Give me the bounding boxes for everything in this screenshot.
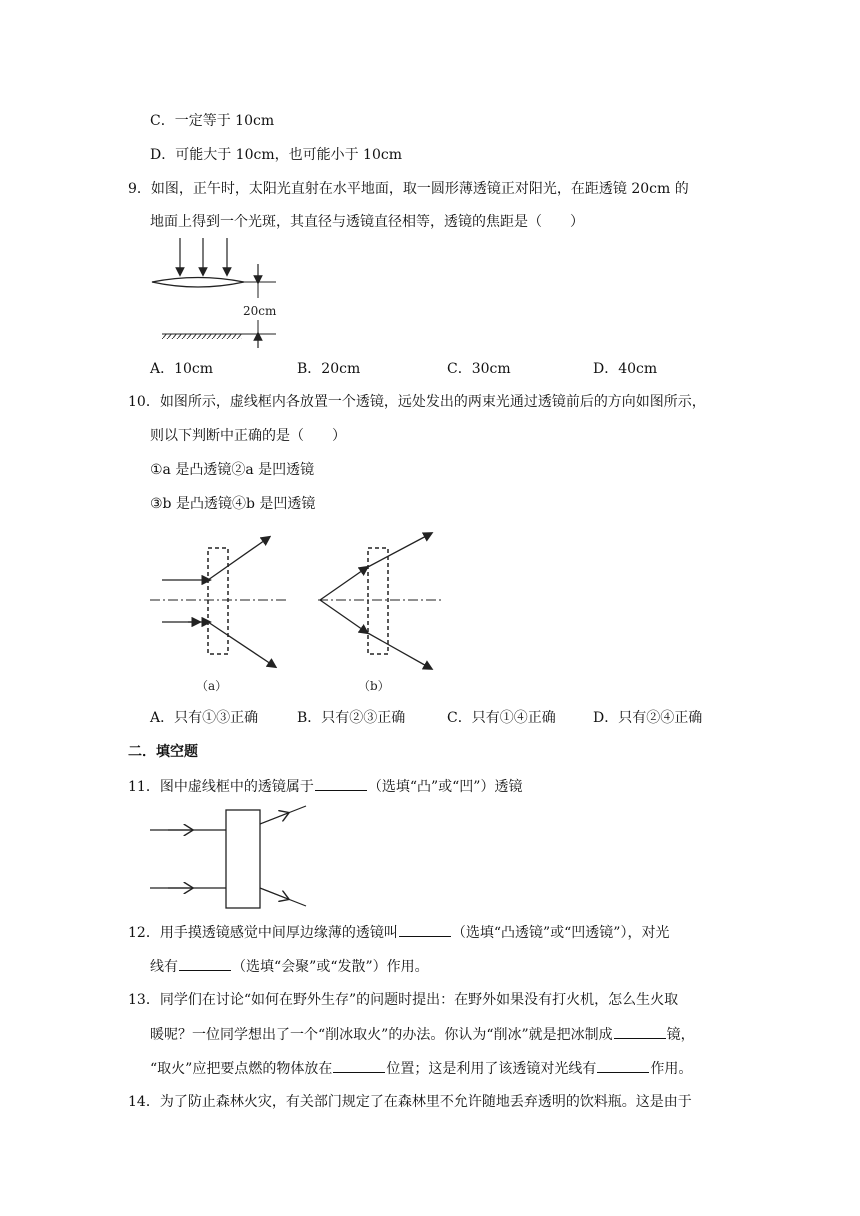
q13-text-part2: 镜， (666, 1027, 695, 1043)
q12-line2 (150, 956, 429, 977)
q10-stem-line1: 10．如图所示，虚线框内各放置一个透镜，远处发出的两束光通过透镜前后的方向如图所示， (128, 394, 706, 410)
q10-option-b: B．只有②③正确 (297, 710, 406, 726)
q9-figure-label: 20cm (243, 304, 277, 318)
q10-option-a: A．只有①③正确 (150, 710, 259, 726)
q13-text-part3: “取火”应把要点燃的物体放在 (150, 1061, 333, 1077)
q13-text-part5: 作用。 (650, 1061, 693, 1077)
q10-stem-line2: 则以下判断中正确的是（ ） (150, 428, 346, 444)
q9-stem-line1: 9．如图，正午时，太阳光直射在水平地面，取一圆形薄透镜正对阳光，在距透镜 20cm 的 (128, 181, 689, 197)
q10-option-d: D．只有②④正确 (593, 710, 703, 726)
q12-text-part2: （选填“凸透镜”或“凹透镜”），对光 (451, 925, 670, 941)
q9-option-b: B．20cm (297, 361, 361, 377)
q13-answer-blank-2[interactable] (333, 1058, 385, 1073)
q11-text-part2: （选填“凸”或“凹”）透镜 (367, 779, 523, 795)
q10-figure-label-a: （a） (196, 679, 228, 693)
q9-stem-line2: 地面上得到一个光斑，其直径与透镜直径相等，透镜的焦距是（ ） (150, 214, 584, 230)
q13-line1: 13．同学们在讨论“如何在野外生存”的问题时提出：在野外如果没有打火机，怎么生火取 (128, 992, 679, 1008)
q10-figure-label-b: （b） (358, 679, 390, 693)
q8-option-d: D．可能大于 10cm，也可能小于 10cm (150, 147, 402, 163)
q13-text-part1: 暖呢？一位同学想出了一个“削冰取火”的办法。你认为“削冰”就是把冰制成 (150, 1027, 613, 1043)
q12-answer-blank-1[interactable] (399, 922, 451, 937)
q12-answer-blank-2[interactable] (179, 956, 231, 971)
q12-line1 (128, 922, 669, 943)
q8-option-c: C．一定等于 10cm (150, 113, 275, 129)
q9-option-c: C．30cm (447, 361, 511, 377)
q12-text-part3: 线有 (150, 959, 178, 975)
q10-statement1: ①a 是凸透镜②a 是凹透镜 (150, 462, 315, 478)
q13-line3 (150, 1058, 692, 1079)
q11-text-part1: 11．图中虚线框中的透镜属于 (128, 779, 314, 795)
q12-text-part4: （选填“会聚”或“发散”）作用。 (232, 959, 429, 975)
q9-option-d: D．40cm (593, 361, 658, 377)
q13-answer-blank-3[interactable] (597, 1058, 649, 1073)
q9-lens-figure (148, 236, 288, 350)
q10-lens-figure (148, 530, 448, 698)
q14-line1: 14．为了防止森林火灾，有关部门规定了在森林里不允许随地丢弃透明的饮料瓶。这是由于 (128, 1094, 692, 1110)
q12-text-part1: 12．用手摸透镜感觉中间厚边缘薄的透镜叫 (128, 925, 398, 941)
q11-answer-blank[interactable] (315, 776, 367, 791)
q13-answer-blank-1[interactable] (614, 1024, 666, 1039)
q13-text-part4: 位置；这是利用了该透镜对光线有 (386, 1061, 597, 1077)
q11-lens-figure (148, 804, 318, 914)
q9-option-a: A．10cm (150, 361, 214, 377)
q10-option-c: C．只有①④正确 (447, 710, 556, 726)
q11-stem (128, 776, 522, 797)
q10-statement2: ③b 是凸透镜④b 是凹透镜 (150, 496, 316, 512)
section-title: 二．填空题 (128, 744, 198, 760)
q13-line2 (150, 1024, 695, 1045)
